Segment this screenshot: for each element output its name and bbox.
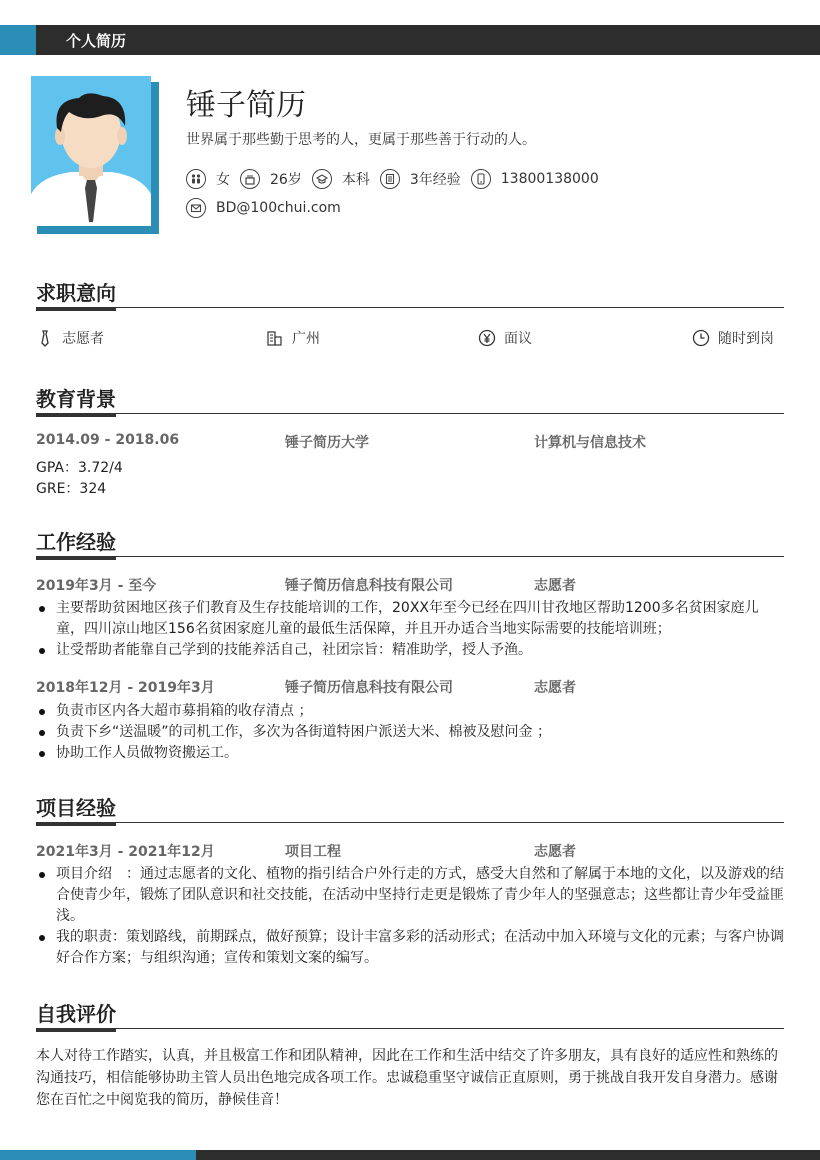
education-header [36,432,784,452]
degree-item [312,169,370,189]
document-icon [380,169,400,189]
job-period: 2019年3月 - 至今 [36,578,157,594]
section-title-work: 工作经验 [36,529,784,557]
job-duties [36,701,786,764]
email-item [186,198,341,218]
list-item: 项目介绍 ：通过志愿者的文化、植物的指引结合户外行走的方式，感受大自然和了解属于本地的文化，以及游戏的结合使青少年，锻炼了团队意识和社交技能，在活动中坚持行走更是锻炼了青少年人的坚强意志；这些都让青少年受益匪浅。 [36,864,786,927]
job-header [36,575,784,595]
footer-accent [0,1150,196,1160]
phone-icon [471,169,491,189]
graduation-cap-icon [312,169,332,189]
footer-bar [0,1150,820,1160]
job-company: 锤子简历信息科技有限公司 [285,680,453,696]
major-name: 计算机与信息技术 [534,435,646,451]
candidate-name: 锤子简历 [186,88,306,123]
section-title-projects: 项目经验 [36,795,784,823]
age-item [240,169,302,189]
list-item: 协助工作人员做物资搬运工。 [36,743,786,764]
gender-item [186,169,230,189]
project-details [36,864,786,969]
project-header [36,841,784,861]
phone-value: 13800138000 [500,171,599,187]
avatar [31,76,151,226]
section-title-intent: 求职意向 [36,280,784,308]
gre-line: GRE：324 [36,481,107,497]
job-intent [36,328,784,350]
job-header [36,677,784,697]
project-role: 志愿者 [534,844,576,860]
gpa-line: GPA：3.72/4 [36,460,123,476]
list-item: 负责市区内各大超市募捐箱的收存清点 ； [36,701,786,722]
section-title-education: 教育背景 [36,386,784,414]
intent-availability: 随时到岗 [692,328,774,348]
gender-value: 女 [216,172,230,188]
experience-item [380,169,461,189]
header-accent [0,25,36,55]
motto: 世界属于那些勤于思考的人，更属于那些善于行动的人。 [186,132,536,148]
project-period: 2021年3月 - 2021年12月 [36,844,215,860]
section-title-self: 自我评价 [36,1001,784,1029]
job-role: 志愿者 [534,578,576,594]
job-role: 志愿者 [534,680,576,696]
job-period: 2018年12月 - 2019年3月 [36,680,215,696]
contact-row [186,196,351,220]
email-value: BD@100chui.com [216,200,341,216]
tie-icon [36,329,54,347]
intent-position: 志愿者 [36,328,104,348]
building-icon [266,329,284,347]
job-company: 锤子简历信息科技有限公司 [285,578,453,594]
header-bar [0,25,820,55]
list-item: 我的职责：策划路线，前期踩点，做好预算；设计丰富多彩的活动形式；在活动中加入环境与文化的元素；与客户协调好合作方案；与组织沟通；宣传和策划文案的编写。 [36,927,786,969]
header-tag: 个人简历 [66,32,127,50]
phone-item [471,169,599,189]
intent-city: 广州 [266,328,320,348]
clock-icon [692,329,710,347]
school-name: 锤子简历大学 [285,435,369,451]
cake-icon [240,169,260,189]
basic-info-row [186,167,609,191]
list-item: 负责下乡“送温暖”的司机工作，多次为各街道特困户派送大米、棉被及慰问金 ； [36,722,786,743]
intent-salary: 面议 [478,328,532,348]
list-item: 主要帮助贫困地区孩子们教育及生存技能培训的工作，20XX年至今已经在四川甘孜地区帮助1200多名贫困家庭儿童，四川凉山地区156名贫困家庭儿童的最低生活保障，并且开办适合当地实际需要的技能培训班； [36,598,786,640]
mail-icon [186,198,206,218]
project-name: 项目工程 [285,844,341,860]
yen-icon [478,329,496,347]
profile-photo [31,76,159,234]
list-item: 让受帮助者能靠自己学到的技能养活自己，社团宗旨：精准助学，授人予渔。 [36,640,786,661]
age-value: 26岁 [270,172,302,188]
education-period: 2014.09 - 2018.06 [36,432,180,448]
degree-value: 本科 [341,172,370,188]
job-duties [36,598,786,661]
gender-icon [186,169,206,189]
self-evaluation: 本人对待工作踏实，认真，并且极富工作和团队精神，因此在工作和生活中结交了许多朋友，具有良好的适应性和熟练的沟通技巧，相信能够协助主管人员出色地完成各项工作。忠诚稳重坚守诚信正直原则，勇于挑战自我开发自身潜力。感谢您在百忙之中阅览我的简历，静候佳音！ [36,1048,778,1108]
experience-value: 3年经验 [409,172,461,188]
